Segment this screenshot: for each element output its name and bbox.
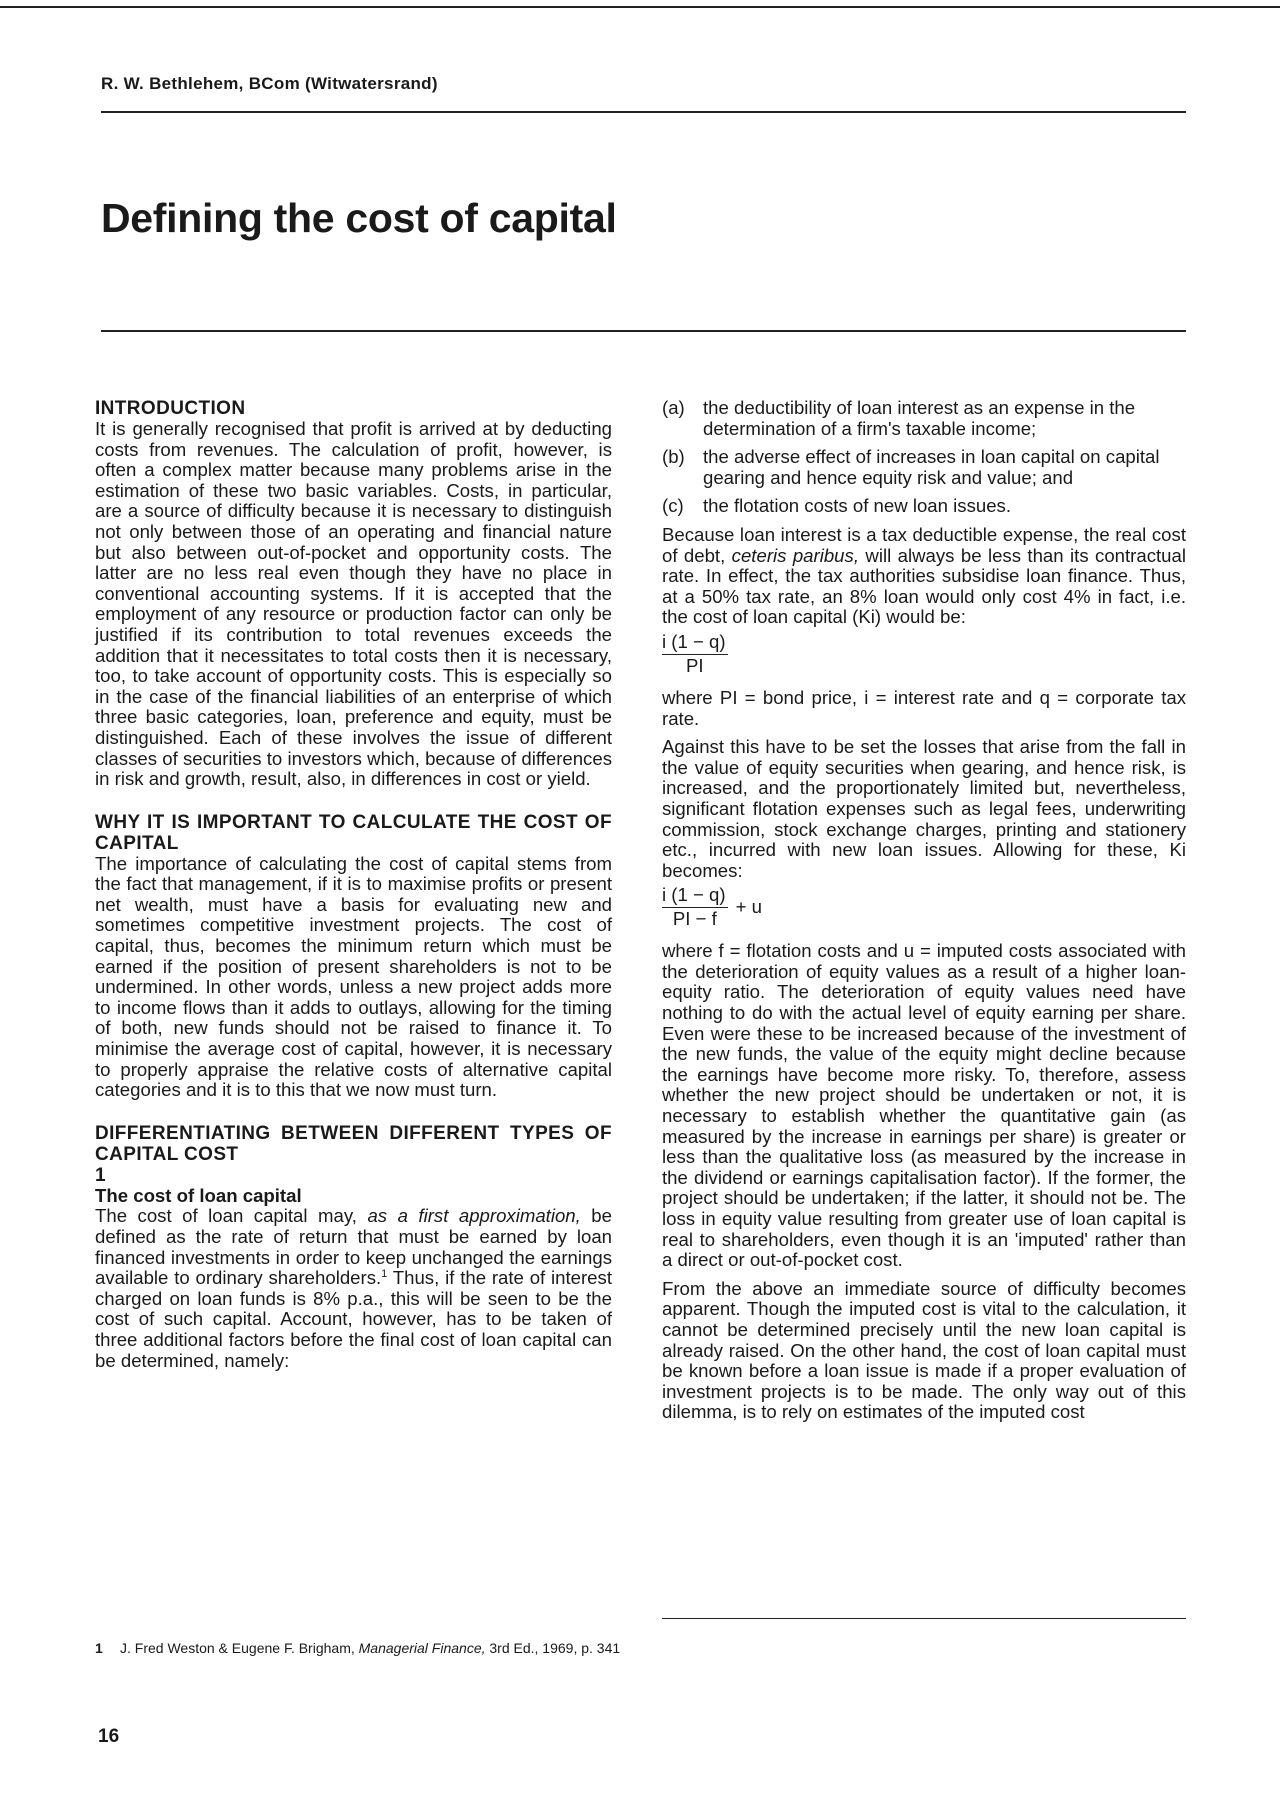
- formula-ki-adjusted: [662, 885, 1186, 935]
- intro-heading: INTRODUCTION: [95, 398, 246, 419]
- formula-plus-u: + u: [735, 896, 762, 918]
- section-number: 1: [95, 1164, 106, 1186]
- footnote-rest: 3rd Ed., 1969, p. 341: [485, 1640, 621, 1656]
- formula-denominator: PI: [685, 654, 704, 676]
- intro-paragraph: It is generally recognised that profit is arrived at by deducting costs from revenues. The calculation of profit, however, is often a complex matter because many problems arise in the estimation of these two basic variables. Costs, in particular, are a source of difficulty because it is necessary to distinguish not only between those of an operating and financial nature but also between out-of-pocket and opportunity costs. The latter are no less real even though they have no place in conventional accounting systems. If it is accepted that the employment of any resource or production factor can only be justified if its contribution to total revenues exceeds the addition that it necessitates to total costs then it is necessary, too, to take account of opportunity costs. This is especially so in the case of the financial liabilities of an enterprise of which three basic categories, loan, preference and equity, must be distinguished. Each of these involves the issue of different classes of securities to investors which, because of differences in risk and growth, result, also, in differences in cost or yield.: [95, 418, 612, 790]
- list-label: (b): [662, 446, 685, 468]
- formula-ki: [662, 632, 1186, 682]
- right-column: [662, 398, 1186, 1423]
- why-paragraph: The importance of calculating the cost of capital stems from the fact that management, if it is to maximise profits or present net wealth, must have a basis for evaluating new and sometimes competitive investment projects. The cost of capital, thus, becomes the minimum return which must be earned if the position of present shareholders is not to be undermined. In other words, unless a new project adds more to income flows than it adds to outlays, allowing for the timing of both, new funds should not be raised to finance it. To minimise the average cost of capital, however, it is necessary to properly appraise the relative costs of alternative capital categories and it is to this that we now must turn.: [95, 852, 612, 1101]
- differentiating-heading: DIFFERENTIATING BETWEEN DIFFERENT TYPES OF CAPITAL COST: [95, 1122, 612, 1165]
- list-text: the deductibility of loan interest as an expense in the determination of a firm's taxable income;: [703, 397, 1136, 439]
- list-item: [662, 447, 1186, 488]
- formula-fraction: [662, 632, 728, 676]
- difficulty-paragraph: From the above an immediate source of difficulty becomes apparent. Though the imputed cost is vital to the calculation, it cannot be determined precisely until the new loan capital is already raised. On the other hand, the cost of loan capital must be known before a loan issue is made if a proper evaluation of investment projects is to be made. The only way out of this dilemma, is to rely on estimates of the imputed cost: [662, 1277, 1186, 1423]
- formula-numerator: i (1 − q): [662, 885, 728, 908]
- list-text: the flotation costs of new loan issues.: [703, 495, 1012, 517]
- losses-paragraph: Against this have to be set the losses that arise from the fall in the value of equity securities when gearing, and hence risk, is increased, and the proportionately limited but, nevertheless, significant flotation expenses such as legal fees, underwriting commission, stock exchange charges, printing and stationery etc., incurred with new loan issues. Allowing for these, Ki becomes:: [662, 736, 1186, 881]
- formula-fraction: [662, 885, 728, 929]
- left-column: [95, 398, 612, 1371]
- footnote: [95, 1640, 720, 1657]
- tax-paragraph: [662, 525, 1186, 628]
- list-item: [662, 496, 1186, 517]
- footnote-number: 1: [95, 1640, 103, 1656]
- list-label: (c): [662, 495, 684, 517]
- article-title: Defining the cost of capital: [101, 195, 617, 241]
- author-line: R. W. Bethlehem, BCom (Witwatersrand): [101, 74, 438, 93]
- loan-subheading: The cost of loan capital: [95, 1184, 302, 1206]
- para1-text-a: Because loan interest is a tax deductible expense, the real cost of debt,: [662, 523, 1186, 566]
- imputed-cost-paragraph: where f = flotation costs and u = imputed costs associated with the deterioration of equity values as a result of a higher loan-equity ratio. The deterioration of equity values need have nothing to do with the actual level of equity earning per share. Even were these to be increased because of the investment of the new funds, the value of the equity might decline because the earnings have become more risky. To, therefore, assess whether the new project should be undertaken or not, it is necessary to establish whether the quantitative gain (as measured by the increase in earnings per share) is greater or less than the qualitative loss (as measured by the increase in the dividend or earnings capitalisation factor). If the former, the project should be undertaken; if the latter, it should not be. The loss in equity value resulting from greater use of loan capital is real to shareholders, even though it is an 'imputed' rather than a direct or out-of-pocket cost.: [662, 940, 1186, 1271]
- loan-paragraph: [95, 1206, 612, 1371]
- list-text: the adverse effect of increases in loan capital on capital gearing and hence equity risk and value; and: [703, 446, 1160, 488]
- loan-text-italic: as a first approximation,: [367, 1205, 581, 1227]
- where-paragraph-1: where PI = bond price, i = interest rate and q = corporate tax rate.: [662, 686, 1186, 729]
- column-bottom-rule: [662, 1618, 1186, 1619]
- footnote-book: Managerial Finance,: [358, 1640, 486, 1656]
- page-number: 16: [98, 1726, 120, 1747]
- header-rule: [101, 111, 1186, 113]
- title-rule: [101, 330, 1186, 332]
- list-item: [662, 398, 1186, 439]
- formula-denominator: PI − f: [672, 907, 717, 929]
- formula-numerator: i (1 − q): [662, 632, 728, 655]
- loan-text-3: Thus, if the rate of interest charged on loan funds is 8% p.a., this will be seen to be the cost of such capital. Account, however, has to be taken of three additional factors before the final cost of loan capital can be determined, namely:: [95, 1267, 612, 1371]
- loan-text-2: be defined as the rate of return that must be earned by loan financed investments in order to keep unchanged the earnings available to ordinary shareholders.: [95, 1205, 612, 1289]
- footnote-text: [120, 1640, 720, 1657]
- list-label: (a): [662, 397, 685, 418]
- footnote-authors: J. Fred Weston & Eugene F. Brigham,: [120, 1640, 359, 1656]
- para1-text-b: will always be less than its contractual rate. In effect, the tax authorities subsidise loan finance. Thus, at a 50% tax rate, an 8% loan would only cost 4% in fact, i.e. the cost of loan capital (Ki) would be:: [662, 544, 1186, 628]
- why-heading: WHY IT IS IMPORTANT TO CALCULATE THE COST OF CAPITAL: [95, 811, 612, 854]
- loan-text-1: The cost of loan capital may,: [95, 1205, 368, 1227]
- top-rule: [0, 6, 1280, 8]
- footnote-reference: 1: [381, 1268, 388, 1280]
- para1-italic: ceteris paribus,: [731, 544, 859, 566]
